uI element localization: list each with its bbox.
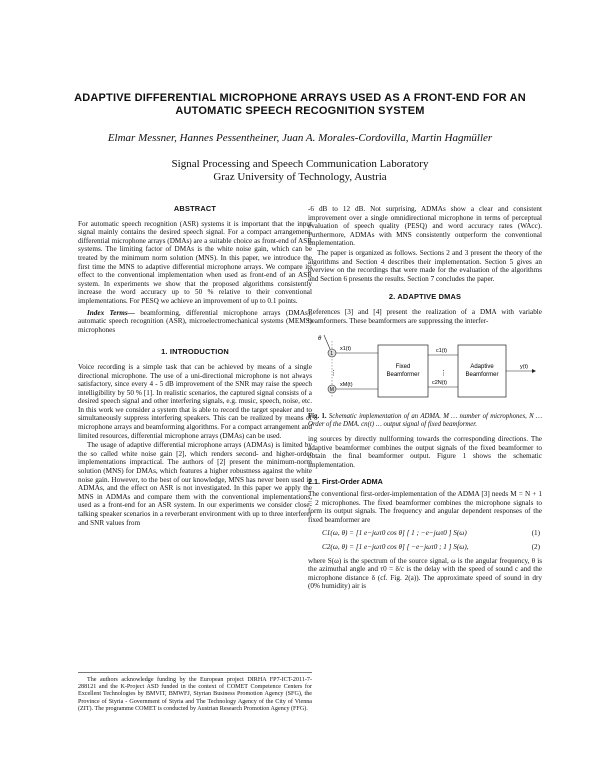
intro-paragraph-1: Voice recording is a simple task that can be achieved by means of a single directional microphone. The use of a uni-directional microphone is not always satisfactory, since every 4 - 5 dB improvement of the SNR may raise the speech intelligibility by 50 % [1]. In realistic scenarios, the captured signal consists of a desired speech signal and other interfering signals, e.g. music, speech, noise, etc. In this work we consider a system that is able to record the target speaker and to simultaneously suppress interfering speakers. This can be realized by means of microphone arrays and beamforming algorithms. For a compact arrangement and limited resources, differential microphone arrays (DMAs) can be used. (78, 362, 312, 440)
organization-paragraph: The paper is organized as follows. Sections 2 and 3 present the theory of the algorithms and Section 4 describes their implementation. Section 5 gives an overview on the recordings that were made for the evaluation of the algorithms and Section 6 presents the results. Section 7 concludes the paper. (308, 248, 542, 283)
source-direction-arrow (324, 335, 330, 349)
title-line-2: AUTOMATIC SPEECH RECOGNITION SYSTEM (175, 105, 425, 117)
y-label: y(t) (520, 364, 528, 371)
adaptive-label-1: Adaptive (470, 364, 494, 371)
output-dots: ⋮ (440, 370, 447, 378)
figure-1-caption (308, 413, 542, 429)
caption-label: Fig. 1. (308, 413, 327, 421)
equation-1 (308, 529, 542, 538)
equation-1-body: C1(ω, θ) = [1 e−jωτ0 cos θ] [ 1 ; −e−jωτ0 ] S(ω) (322, 529, 467, 538)
equation-2-number: (2) (531, 543, 540, 552)
c2n-label: c2N(t) (432, 380, 447, 387)
affiliation-lab: Signal Processing and Speech Communication Laboratory (171, 158, 429, 170)
mic-dots: ⋮ (330, 370, 337, 378)
mic-1-label: 1 (330, 351, 334, 358)
right-column (308, 205, 542, 592)
output-arrowhead-icon (532, 369, 536, 373)
adma-schematic-diagram (308, 331, 542, 409)
section-2-paragraph-2: ing sources by directly nullforming towards the corresponding directions. The adaptive beamformer combines the output signals of the fixed beamformer to obtain the final beamformer output. Figure 1 shows the schematic implementation. (308, 435, 542, 469)
abstract-text: For automatic speech recognition (ASR) systems it is important that the input signal mainly contains the desired speech signal. For a compact arrangement, differential microphone arrays (DMAs) are a suitable choice as front-end of ASR systems. The limiting factor of DMAs is the white noise gain, which can be treated by the minimum norm solution (MNS). In this paper, we introduce the first time the MNS to adaptive differential microphone arrays. We compare its effect to the conventional implementation when used as front-end of an ASR system. In experiments we show that the proposed algorithms consistently increase the word accuracy up to 50 % relative to their conventional implementations. For PESQ we achieve an improvement of up to 0.1 points. (78, 219, 312, 305)
author-list: Elmar Messner, Hannes Pessentheiner, Juan A. Morales-Cordovilla, Martin Hagmüller (107, 132, 493, 144)
xm-label: xM(t) (340, 382, 353, 389)
subsection-2-1-paragraph-1: The conventional first-order-implementation of the ADMA [3] needs M = N + 1 = 2 microphones. The fixed beamformer combines the microphone signals to form its output signals. The frequency and angular dependent responses of the fixed beamformer are (308, 490, 542, 524)
figure-1 (308, 331, 542, 429)
equation-1-number: (1) (531, 529, 540, 538)
theta-label: θ (318, 336, 322, 343)
index-terms-text: beamforming, differential microphone arrays (DMAs), automatic speech recognition (ASR), microelectromechanical systems (MEMS) microphones (78, 308, 312, 334)
subsection-2-1-paragraph-2: where S(ω) is the spectrum of the source signal, ω is the angular frequency, θ is the azimuthal angle and τ0 = δ/c is the delay with the speed of sound c and the microphone distance δ (cf. Fig. 2(a)). The approximate speed of sound in dry (0% humidity) air is (308, 556, 542, 591)
title-line-1: ADAPTIVE DIFFERENTIAL MICROPHONE ARRAYS USED AS A FRONT-END FOR AN (74, 92, 526, 104)
caption-text: Schematic implementation of an ADMA. M … number of microphones, N … Order of the DMA. cn(t) … output signal of fixed beamformer. (308, 413, 542, 429)
x1-label: x1(t) (340, 346, 351, 353)
footnote (78, 672, 312, 713)
equation-2 (308, 543, 542, 552)
equation-2-body: C2(ω, θ) = [1 e−jωτ0 cos θ] [ −e−jωτ0 ; 1 ] S(ω), (322, 543, 469, 552)
adaptive-label-2: Beamformer (465, 372, 499, 379)
index-terms (78, 309, 312, 335)
affiliation-university: Graz University of Technology, Austria (213, 171, 387, 183)
index-terms-label: Index Terms— (87, 308, 135, 317)
paper-title (40, 92, 560, 118)
abstract-heading: ABSTRACT (173, 204, 217, 213)
subsection-2-1-heading: 2.1. First-Order ADMA (308, 476, 383, 486)
fixed-label-1: Fixed (395, 364, 411, 371)
mic-m-label: M (329, 387, 334, 394)
fixed-label-2: Beamformer (386, 372, 420, 379)
intro-continuation: -6 dB to 12 dB. Not surprising, ADMAs show a clear and consistent improvement over a single omnidirectional microphone in terms of perceptual evaluation of speech quality (PESQ) and word accuracy rates (WAcc). Furthermore, ADMAs with MNS consistently outperform the conventional implementation. (308, 205, 542, 248)
section-2-paragraph-1: References [3] and [4] present the realization of a DMA with variable beamformers. These beamformers are suppressing the interfer- (308, 307, 542, 325)
intro-paragraph-2: The usage of adaptive differential microphone arrays (ADMAs) is limited by the so called white noise gain [2], which renders second- and higher-order implementations impractical. The authors of [2] present the minimum-norm solution (MNS) for DMAs, which features a higher robustness against the white noise gain. However, to the best of our knowledge, MNS has never been used in ADMAs, and the effect on ASR is not investigated. In this paper we apply the MNS in ADMAs and compare them with the conventional implementations, used as a front-end for an ASR system. In our experiments we consider close-talking speaker scenarios in a reverberant environment with up to three interferer and SNR values from (78, 441, 312, 527)
left-column (78, 205, 312, 528)
section-2-heading: 2. ADAPTIVE DMAS (388, 292, 462, 302)
adaptive-beamformer-block (458, 345, 506, 397)
fixed-beamformer-block (378, 345, 428, 397)
c1-label: c1(t) (436, 348, 447, 355)
footnote-text: The authors acknowledge funding by the European project DIRHA FP7-ICT-2011-7-288121 and the K-Project ASD funded in the context of COMET Competence Centers for Excellent Technologies by BMVIT, BMWFJ, Styrian Business Promotion Agency (SFG), the Province of Styria - Government of Styria and The Technology Agency of the City of Vienna (ZIT). The programme COMET is conducted by Austrian Research Promotion Agency (FFG). (78, 677, 312, 712)
affiliation (40, 158, 560, 184)
intro-heading: 1. INTRODUCTION (161, 347, 229, 357)
